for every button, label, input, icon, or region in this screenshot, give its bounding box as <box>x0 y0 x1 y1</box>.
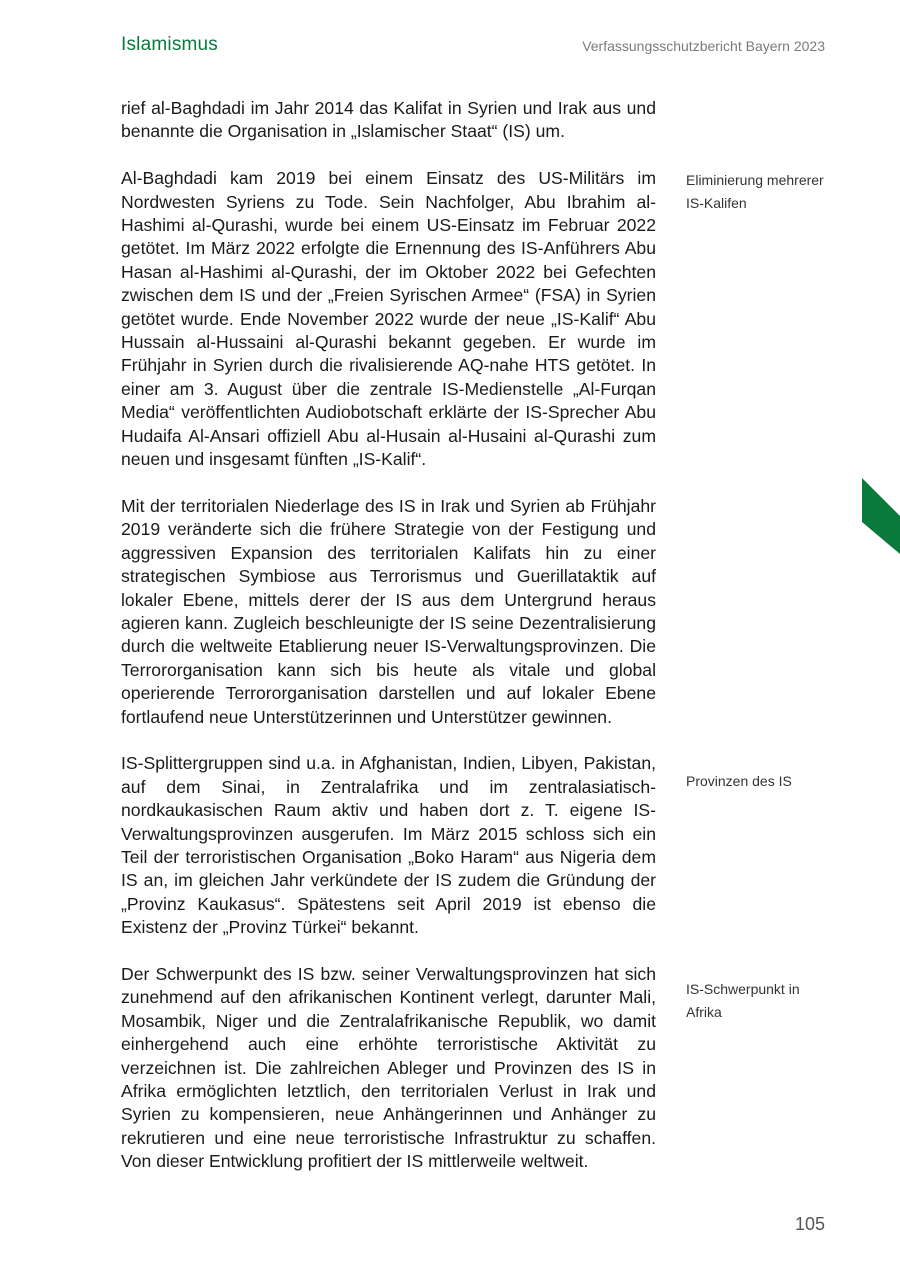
paragraph: Al-Baghdadi kam 2019 bei einem Einsatz des US-Militärs im Nordwesten Syriens zu Tode. Sein Nachfolger, Abu Ibrahim al-Hashimi al-Qurashi, wurde bei einem US-Einsatz im Februar 2022 getötet. Im März 2022 erfolgte die Ernennung des IS-Anführers Abu Hasan al-Hashimi al-Qurashi, der im Oktober 2022 bei Gefechten zwischen dem IS und der „Freien Syrischen Armee“ (FSA) in Syrien getötet wurde. Ende November 2022 wurde der neue „IS-Kalif“ Abu Hussain al-Hussaini al-Qurashi bekannt gegeben. Er wurde im Frühjahr in Syrien durch die rivalisierende AQ-nahe HTS getötet. In einer am 3. August über die zentrale IS-Medienstelle „Al-Furqan Media“ veröffentlichten Audiobotschaft erklärte der IS-Sprecher Abu Hudaifa Al-Ansari offiziell Abu al-Husain al-Husaini al-Qurashi zum neuen und insgesamt fünften „IS-Kalif“. <box>121 168 656 470</box>
paragraph: Der Schwerpunkt des IS bzw. seiner Verwaltungsprovinzen hat sich zunehmend auf den afrikanischen Kontinent verlegt, darunter Mali, Mosambik, Niger und die Zentralafrikanische Republik, wo damit einhergehend auch eine erhöhte terroristische Aktivität zu verzeichnen ist. Die zahlreichen Ableger und Provinzen des IS in Afrika ermöglichten letztlich, den territorialen Verlust in Irak und Syrien zu kompensieren, neue Anhängerinnen und Anhänger zu rekrutieren und eine neue terroristische Infrastruktur zu schaffen. Von dieser Entwicklung profitiert der IS mittlerweile weltweit. <box>121 963 656 1172</box>
margin-note: IS-Schwerpunkt in Afrika <box>686 981 800 1020</box>
page-number: 105 <box>794 1214 825 1234</box>
section-title: Islamismus <box>121 34 219 55</box>
body-text <box>121 97 656 1197</box>
margin-note: Eliminierung mehrerer IS-Kalifen <box>686 172 824 211</box>
paragraph: IS-Splittergruppen sind u.a. in Afghanistan, Indien, Libyen, Pakistan, auf dem Sinai, in Zentralafrika und im zentralasiatisch-nordkaukasischen Raum aktiv und haben dort z. T. eigene IS-Verwaltungsprovinzen ausgerufen. Im März 2015 schloss sich ein Teil der terroristischen Organisation „Boko Haram“ aus Nigeria dem IS an, im gleichen Jahr verkündete der IS zudem die Gründung der „Provinz Kaukasus“. Spätestens seit April 2019 ist ebenso die Existenz der „Provinz Türkei“ bekannt. <box>121 753 656 938</box>
report-title: Verfassungsschutzbericht Bayern 2023 <box>582 38 825 54</box>
margin-note: Provinzen des IS <box>686 773 792 789</box>
paragraph: rief al-Baghdadi im Jahr 2014 das Kalifat in Syrien und Irak aus und benannte die Organisation in „Islamischer Staat“ (IS) um. <box>121 98 656 142</box>
chapter-tab-marker <box>862 478 900 554</box>
paragraph: Mit der territorialen Niederlage des IS in Irak und Syrien ab Frühjahr 2019 veränderte sich die frühere Strategie von der Festigung und aggressiven Expansion des territorialen Kalifats hin zu einer strategischen Symbiose aus Terrorismus und Guerillataktik auf lokaler Ebene, mittels derer der IS aus dem Untergrund heraus agieren kann. Zugleich beschleunigte der IS seine Dezentralisierung durch die weltweite Etablierung neuer IS-Verwaltungsprovinzen. Die Terrororganisation kann sich bis heute als vitale und global operierende Terrororganisation darstellen und auf lokaler Ebene fortlaufend neue Unterstützerinnen und Unterstützer gewinnen. <box>121 495 656 727</box>
